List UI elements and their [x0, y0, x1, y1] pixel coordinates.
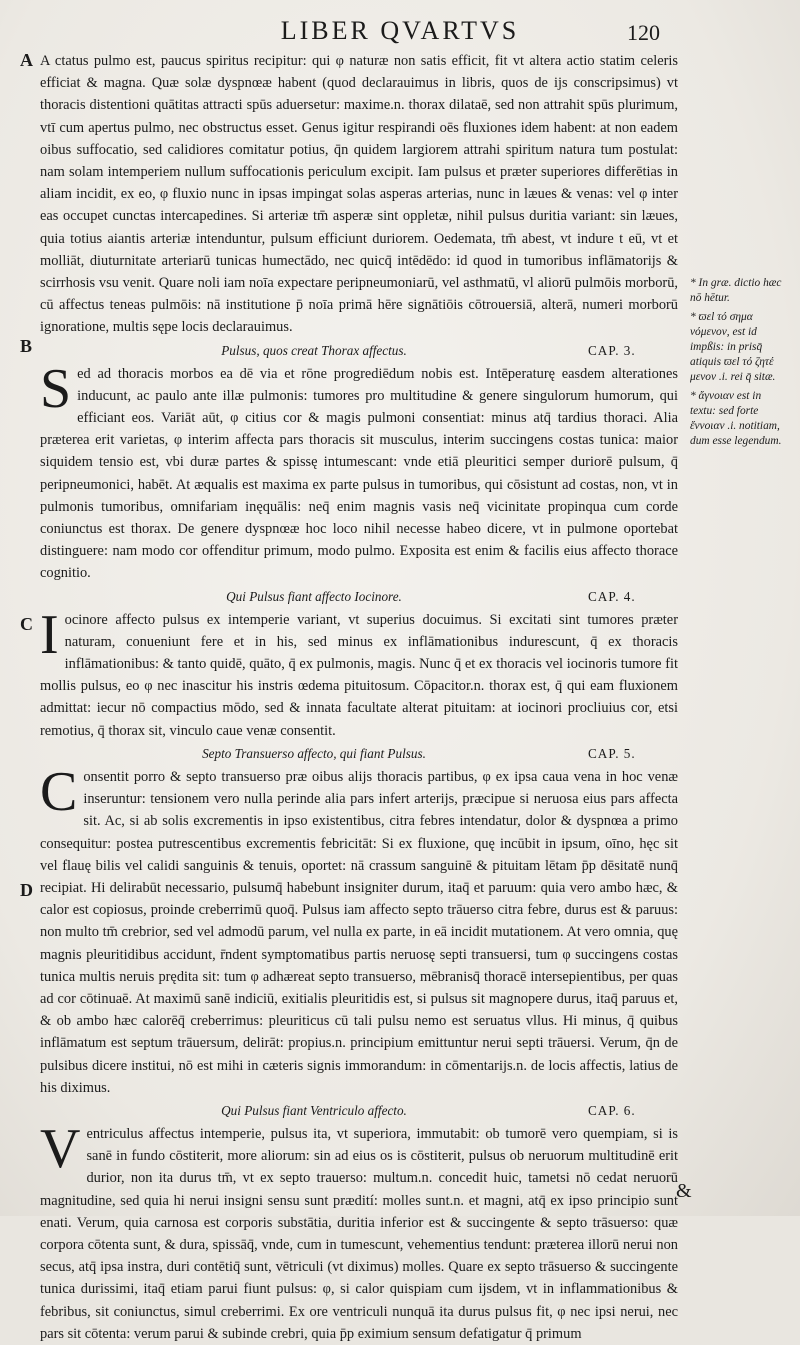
- drop-cap: V: [40, 1117, 81, 1180]
- paragraph-text: A ctatus pulmo est, paucus spiritus recipitur: qui φ naturæ non satis efficit, fit vt altera actio statim celeris efficiat & magna. Quæ solæ dyspnœæ habent (quod declarauimus in libris, quos de ijs conscripsimus) vt thoracis distentioni quātitas attracti spūs aduersetur: maxime.n. thorax dilataē, sed non attrahit spūs plurimum, vtī cum apertus pulmo, nec obstructus esset. Genus igitur respirandi oēs fluxiones idem habent: at non eadem oibus suffocatio, sed calidiores comitatur potius, q̄n quidem largiorem attrahi spiritum natura tum postulat: nam solam intemperiem nullum suffocationis periculum excipit. Iam pulsus et præter superiores differētias in aliam incidit, ex eo, φ fluxio nunc in ipsas impingat solas asperas arterias, nunc in læues & venas: vel φ inter eas occupet cunctas intercapedines. Si arteriæ tm̄ asperæ sint oppletæ, nihil pulsus duritia variant: sin læues, quia totius aiantis arteriæ intenduntur, pulsum efficiunt duriorem. Oedemata, tm̄ abest, vt indure t eū, vt et molliāt, diuturnitate arteriarū tunicas humectādo, nec quicq̄ intēdēdo: id quod in tumoribus inflāmatorijs & scirrhosis vsu venit. Quare noli iam noīa expectare peripneumoniarū, vel asthmatū, vl aliorū pulmōis morborū, cū affectus teneas pulmōis: nā institutione p̄ noīa primā hēre signātiōis cōtrouersiā, alterā, numeri morborū ignoratione, multis sępe locis declarauimus.: [40, 53, 678, 336]
- marginal-note: * ϖεl τό σημα νόμενον, est id impßis: in prisq̄ atiquis ϖεl τό ζητέ μενον .i. rei q̄ sitæ.: [690, 311, 776, 383]
- chapter-number: CAP. 3.: [588, 342, 636, 358]
- chapter-title: Qui Pulsus fiant affecto Iocinore.: [226, 588, 402, 604]
- chapter-title: Pulsus, quos creat Thorax affectus.: [221, 342, 407, 358]
- chapter-number: CAP. 4.: [588, 588, 636, 604]
- chapter-body-3: [40, 357, 678, 585]
- chapter-title: Septo Transuerso affecto, qui fiant Pulsus.: [202, 745, 426, 761]
- chapter-number: CAP. 5.: [588, 745, 636, 761]
- marginal-note: * In græ. dictio hæc nō hētur.: [690, 277, 782, 304]
- chapter-heading-6: [40, 1101, 678, 1121]
- chapter-body-6: [40, 1117, 678, 1345]
- margin-letter-b: B: [20, 336, 33, 356]
- margin-letter-d: D: [20, 880, 33, 900]
- chapter-title: Qui Pulsus fiant Ventriculo affecto.: [221, 1102, 407, 1118]
- chapter-heading-5: [40, 744, 678, 764]
- marginal-note: * ἄγνοιαν est in textu: sed forte ἔννοιαν .i. notitiam, dum esse legendum.: [690, 390, 782, 447]
- drop-cap: C: [40, 760, 78, 823]
- margin-letter-a: A: [20, 50, 33, 70]
- drop-cap: S: [40, 357, 72, 420]
- running-title: LIBER QVARTVS: [280, 16, 520, 45]
- margin-letter-c: C: [20, 614, 33, 634]
- chapter-heading-4: [40, 587, 678, 607]
- chapter-body-4: [40, 603, 678, 742]
- page-header: [0, 14, 800, 44]
- chapter-number: CAP. 6.: [588, 1102, 636, 1118]
- page-number: 120: [627, 20, 660, 45]
- chapter-heading-3: [40, 341, 678, 361]
- drop-cap: I: [40, 603, 59, 666]
- chapter-body-5: [40, 760, 678, 1099]
- chapter-text: onsentit porro & septo transuerso præ oibus alijs thoracis partibus, φ ex ipsa caua vena in hoc venæ inseruntur: tensionem vero nulla perinde alia pars infert arterijs, præcipue si neruosa eius pars affecta sit. Ac, si ab solis excrementis in ipso existentibus, citra febres intendatur, dolor & dyspnœa a primo consequitur: postea putrescentibus excrementis febricitāt: Si ex fluxione, quę incūbit in ipsum, oīno, hęc sit vel flauę bilis vel calidi sanguinis & tenuis, oportet: nā crassum sanguinē & pituitam lētam p̄p dēsitatē nunq̄ recipiat. Hi delirabūt necessario, pulsumq̄ habebunt insigniter durum, itaq̄ et paruum: quia vero ambo hæc, & calor est copiosus, proinde creberrimū quoq̄. Pulsus iam affecto septo trāuerso citra febre, durus est & paruus: non multo tm̄ crebrior, sed vel admodū parum, vel nulla ex parte, in eā incidit mutationem. At vero omnia, quę magnis pleuritidibus accidunt, r̄ndent symptomatibus partis neruosę septi transuersi, tum φ succingens costas tunica multis neruis prędita sit: tum φ adhæreat septo transuerso, mēbranisq̄ thoracē intersepientibus, per quas ad cor cōtinuaē. At maximū sanē indiciū, exitialis pleuritidis est, si pulsus sit magnopere durus, itaq̄ paruus et, & ob ambo hæc calorēq̄ creberrimus: pleuriticus cū tali pulsu nemo est seruatus vllus. Hi minus, q̄ quibus inflāmatum est septum trāuersum, delirāt: propius.n. principium emittuntur nerui septi trāuersi. Verum, q̄n de pulsibus dicere institui, nō est mihi in cæteris signis immorandum: in cōmentarijs.n. de locis affectis, latius de his diximus.: [40, 768, 678, 1096]
- marginal-notes: [690, 276, 788, 453]
- chapter-text: ed ad thoracis morbos ea dē via et rōne progrediēdum nobis est. Intēperaturę easdem alterationes inducunt, ac paulo ante illæ pulmonis: tumores pro multitudine & genere singulorum humorum, qui efficiant eos. Variāt aūt, φ citius cor & magis pulmoni consentiat: minus atq̄ tardius thoraci. Alia præterea erit varietas, φ interim affecta pars thoracis sit musculus, interim succingens costas tunica: maior siquidem tensio est, vbi duræ partes & spissę intumescant: vnde etiā pleuritici semper duriorē pulsum, q̄ peripneumonici, habēt. At æqualis est maxima ex parte pulsus in tumoribus, qui cōsistunt ad costas, non, vt in pulmonis tumoribus, omnifariam inęquālis: neq̄ enim magnis vasis neq̄ vicinitate propinqua cum corde coniunctus est thorax. De genere dyspnœæ hoc loco nihil necesse habeo dicere, vt in pulmone oportebat distinguere: nam modo cor offenditur primum, modo pulmo. Exposita est enim & facilis eius affecto thorace cognitio.: [40, 365, 678, 582]
- paragraph-continued: [40, 50, 678, 339]
- catchword: &: [676, 1180, 692, 1202]
- chapter-text: ocinore affecto pulsus ex intemperie variant, vt superius docuimus. Si excitati sint tumores præter naturam, conueniunt fere et in his, sed minus ex inflāmationibus indurescunt, q̄ ex thoracis inflāmationibus: & tanto quidē, quāto, q̄ ex pulmonis, magis. Nunc q̄ et ex thoracis vel iocinoris tumore fit mollis pulsus, eo φ nec inascitur his instris œdema pituitosum. Cōpacitor.n. thorax est, q̄ qui eam fluxionem admittat: iecur nō compactius mōdo, sed & innata facultate alterat pituitam: at iocinori procliuius cor, etsi remotius, q̄ thorax sit, vinculo caue venæ consentit.: [40, 611, 678, 739]
- main-text-column: [18, 50, 678, 1342]
- chapter-text: entriculus affectus intemperie, pulsus ita, vt superiora, immutabit: ob tumorē vero quempiam, si is sanē in fundo cōstiterit, more aliorum: sin ad eius os is cōstiterit, pulsus ob neruorum multitudinē erit durior, non ita durus tm̄, vt ex septo trauerso: multum.n. concedit huic, tametsi nō cedat neruorū magnitudine, sed quia hi nerui insigni sensu sunt prædití: molles sunt.n. et magni, atq̄ ex ipso principio sunt enati. Verum, quia carnosa est corporis substātia, duritia inferior est & succingente & septo trāsuerso: quæ corpora cōtenta sunt, & dura, spissāq̄, vnde, cum in tumescunt, vehementius tendunt: præterea illorū nerui non secus, atq̄ ipsa instra, duri contētiq̄ sunt, vētriculi (vt diximus) molles. Quare ex septo trāsuerso & succingente tunica durissimi, itaq̄ etiam parui fiunt pulsus: φ, si calor quispiam cum ijsdem, vt in inflammationibus & febribus, sit coniunctus, simul creberrimi. Ex ore ventriculi nunquā ita durus pulsus fit, φ nec ipsi nerui, nec pars sit cōtenta: verum parui & subinde crebri, quia p̄p eximium sensum defatigatur q̄ primum: [40, 1125, 678, 1342]
